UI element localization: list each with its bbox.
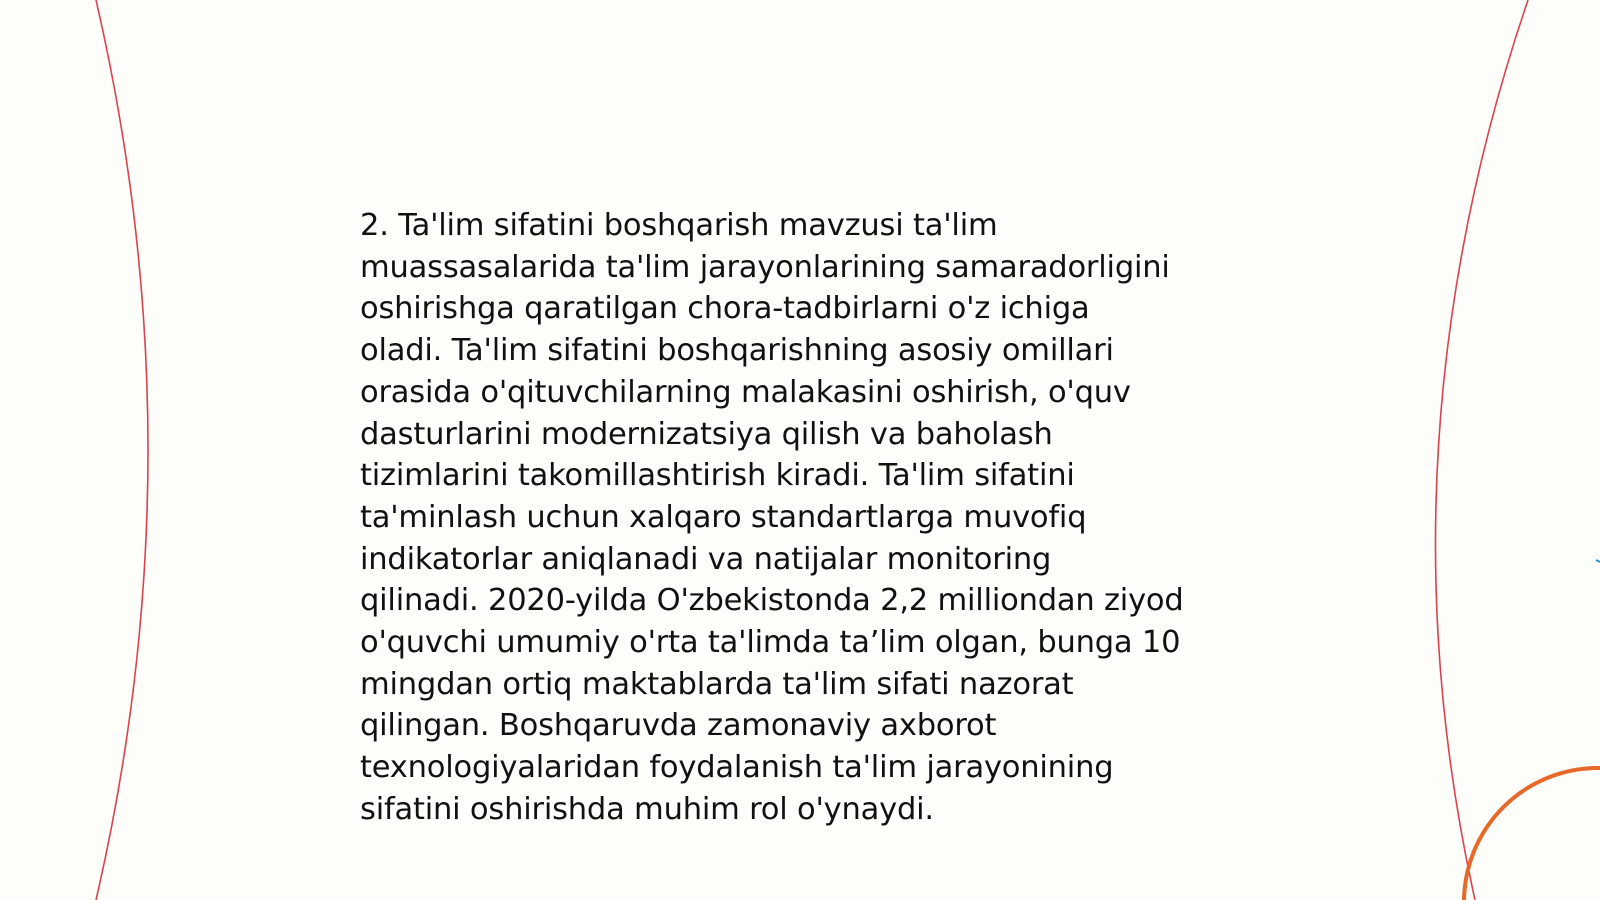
paragraph-line: orasida o'qituvchilarning malakasini oshirish, o'quv (360, 374, 1131, 410)
paragraph-line: tizimlarini takomillashtirish kiradi. Ta'lim sifatini (360, 458, 1075, 494)
paragraph-line: 2. Ta'lim sifatini boshqarish mavzusi ta'lim (360, 208, 998, 243)
orange-circle-icon (1464, 768, 1600, 900)
paragraph-line: mingdan ortiq maktablarda ta'lim sifati nazorat (360, 666, 1074, 702)
paragraph-line: qilingan. Boshqaruvda zamonaviy axborot (360, 708, 997, 744)
paragraph-line: indikatorlar aniqlanadi va natijalar monitoring (360, 541, 1052, 577)
paragraph-line: oshirishga qaratilgan chora-tadbirlarni o'z ichiga (360, 291, 1090, 327)
paragraph-line: qilinadi. 2020-yilda O'zbekistonda 2,2 milliondan ziyod (360, 583, 1184, 619)
paragraph-line: ta'minlash uchun xalqaro standartlarga muvofiq (360, 499, 1087, 535)
paragraph-line: dasturlarini modernizatsiya qilish va baholash (360, 416, 1053, 452)
paragraph-line: o'quvchi umumiy o'rta ta'limda ta’lim olgan, bunga 10 (360, 625, 1181, 661)
paragraph-line: muassasalarida ta'lim jarayonlarining samaradorligini (360, 249, 1170, 285)
left-arc-icon (96, 0, 148, 900)
slide-paragraph (360, 205, 1260, 831)
paragraph-line: oladi. Ta'lim sifatini boshqarishning asosiy omillari (360, 333, 1114, 369)
blue-accent-icon (1596, 560, 1600, 562)
right-arc-icon (1435, 0, 1528, 900)
paragraph-line: texnologiyalaridan foydalanish ta'lim jarayonining (360, 750, 1114, 786)
paragraph-line: sifatini oshirishda muhim rol o'ynaydi. (360, 791, 934, 827)
